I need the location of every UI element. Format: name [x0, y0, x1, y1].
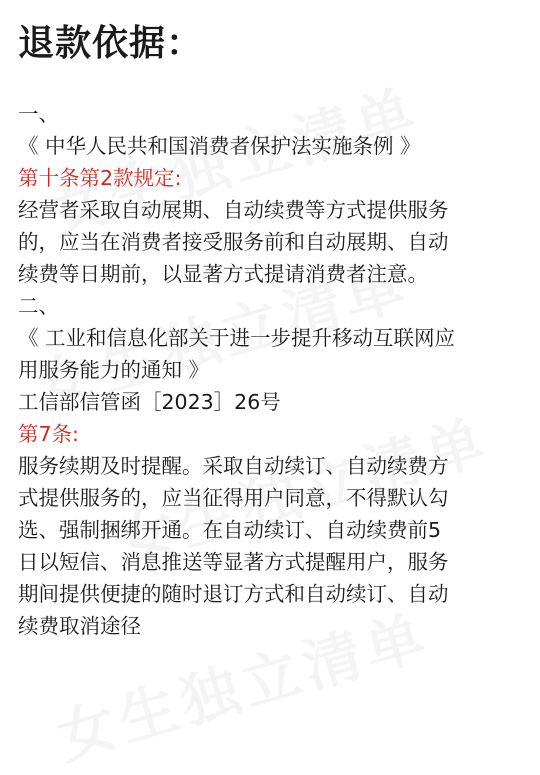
text-line: 期间提供便捷的随时退订方式和自动续订、自动 [18, 582, 449, 606]
text-line: 二、 [18, 294, 59, 318]
text-line: 服务续期及时提醒。采取自动续订、自动续费方 [18, 454, 449, 478]
text-line: 续费取消途径 [18, 614, 141, 638]
text-line: 一、 [18, 102, 59, 126]
text-line: 用服务能力的通知 》 [18, 358, 210, 382]
document-body [18, 98, 524, 642]
text-line: 经营者采取自动展期、自动续费等方式提供服务 [18, 198, 449, 222]
text-line: 《 中华人民共和国消费者保护法实施条例 》 [18, 134, 421, 158]
text-line: 《 工业和信息化部关于进一步提升移动互联网应 [18, 326, 456, 350]
text-line: 选、强制捆绑开通。在自动续订、自动续费前5 [18, 518, 442, 542]
page-title: 退款依据： [18, 23, 204, 64]
clause-heading: 第十条第2款规定: [18, 166, 182, 190]
text-line: 工信部信管函［2023］26号 [18, 390, 281, 414]
text-line: 续费等日期前，以显著方式提请消费者注意。 [18, 262, 428, 286]
text-line: 的，应当在消费者接受服务前和自动展期、自动 [18, 230, 449, 254]
text-line: 式提供服务的，应当征得用户同意，不得默认勾 [18, 486, 449, 510]
text-line: 日以短信、消息推送等显著方式提醒用户，服务 [18, 550, 449, 574]
clause-heading: 第7条: [18, 422, 79, 446]
